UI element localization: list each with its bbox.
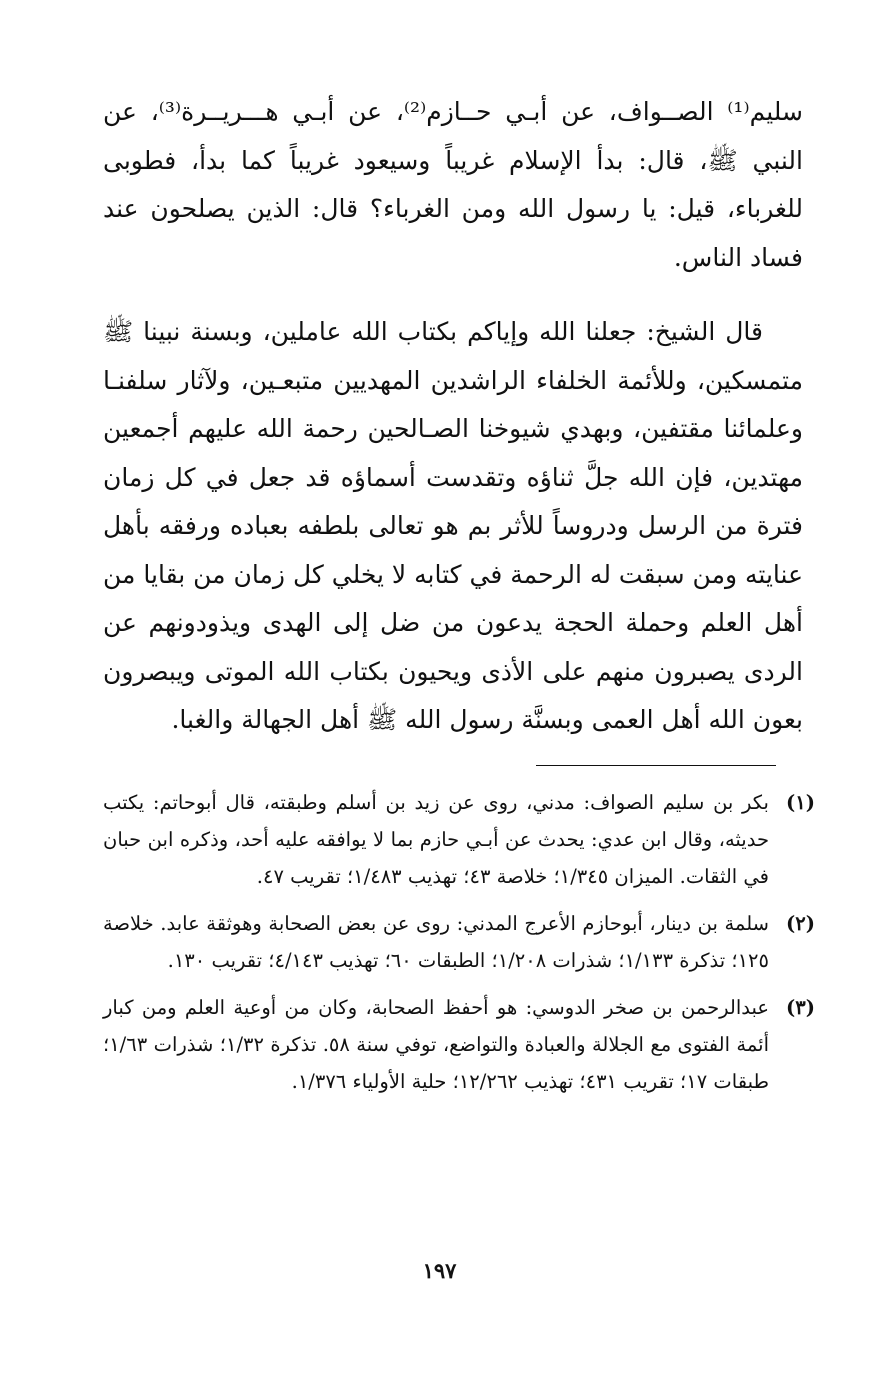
main-text [103, 88, 803, 745]
footnote-item [103, 989, 815, 1100]
footnote-number: (٣) [786, 996, 815, 1019]
footnote-text: بكر بن سليم الصواف: مدني، روى عن زيد بن أسلم وطبقته، قال أبوحاتم: يكتب حديثه، وقال ابن عدي: يحدث عن أبـي حازم بما لا يوافقه عليه أحد، وذكره ابن حبان في الثقات. الميزان ١/٣٤٥؛ خلاصة ٤٣؛ تهذيب ١/٤٨٣؛ تقريب ٤٧. [103, 791, 769, 888]
footnote-text: سلمة بن دينار، أبوحازم الأعرج المدني: روى عن بعض الصحابة وهوثقة عابد. خلاصة ١٢٥؛ تذكرة ١/١٣٣؛ شذرات ١/٢٠٨؛ الطبقات ٦٠؛ تهذيب ٤/١٤٣؛ تقريب ١٣٠. [103, 912, 769, 972]
paragraph-shaykh: قال الشيخ: جعلنا الله وإياكم بكتاب الله عاملين، وبسنة نبينا ﷺ متمسكين، وللأئمة الخلفاء الراشدين المهديين متبعـين، ولآثار سلفنـا وعلمائنا مقتفين، وبهدي شيوخنا الصـالحين رحمة الله عليهم أجمعين مهتدين، فإن الله جلَّ ثناؤه وتقدست أسماؤه قد جعل في كل زمان فترة من الرسل ودروساً للأثر بم هو تعالى بلطفه بعباده ورفقه بأهل عنايته ومن سبقت له الرحمة في كتابه لا يخلي كل زمان من بقايا من أهل العلم وحملة الحجة يدعون من ضل إلى الهدى ويذودونهم عن الردى يصبرون منهم على الأذى ويحيون بكتاب الله الموتى ويبصرون بعون الله أهل العمى وبسنَّة رسول الله ﷺ أهل الجهالة والغبا. [103, 317, 803, 734]
footnotes [103, 784, 815, 1110]
footnote-text: عبدالرحمن بن صخر الدوسي: هو أحفظ الصحابة، وكان من أوعية العلم ومن كبار أئمة الفتوى مع الجلالة والعبادة والتواضع، توفي سنة ٥٨. تذكرة ١/٣٢؛ شذرات ١/٦٣؛ طبقات ١٧؛ تقريب ٤٣١؛ تهذيب ١٢/٢٦٢؛ حلية الأولياء ١/٣٧٦. [103, 996, 769, 1093]
footnote-separator [536, 765, 776, 766]
footnote-item [103, 905, 815, 979]
page-number: ١٩٧ [422, 1258, 457, 1283]
footnote-number: (١) [786, 791, 815, 814]
footnote-number: (٢) [786, 912, 815, 935]
paragraph-hadith: سليم⁽¹⁾ الصــواف، عن أبـي حــازم⁽²⁾، عن أبـي هـــريــرة⁽³⁾، عن النبي ﷺ، قال: بدأ الإسلام غريباً وسيعود غريباً كما بدأ، فطوبى للغرباء، قيل: يا رسول الله ومن الغرباء؟ قال: الذين يصلحون عند فساد الناس. [103, 97, 803, 272]
footnote-item [103, 784, 815, 895]
